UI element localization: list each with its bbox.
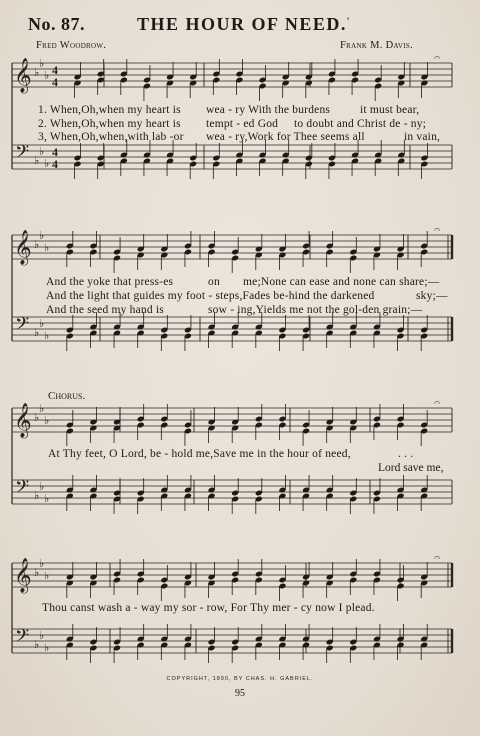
- flat-icon: ♭: [39, 558, 45, 570]
- lyric-seg: 3, When,Oh,when,with lab -or: [38, 131, 184, 143]
- hymn-title: THE HOUR OF NEED.: [137, 14, 347, 34]
- time-signature: 4: [52, 63, 58, 77]
- lyric-seg: And the yoke that press-es: [46, 276, 174, 288]
- flat-icon: ♭: [44, 70, 50, 82]
- lyricist-credit: Fred Woodrow.: [36, 40, 107, 51]
- lyric-seg: sky;—: [416, 290, 448, 302]
- flat-icon: ♭: [39, 230, 45, 242]
- flat-icon: ♭: [34, 239, 40, 251]
- flat-icon: ♭: [39, 481, 45, 493]
- flat-icon: ♭: [34, 490, 40, 502]
- chorus-label: Chorus.: [48, 390, 86, 402]
- flat-icon: ♭: [44, 158, 50, 170]
- lyric-seg: to doubt and Christ de - ny;: [294, 118, 427, 130]
- hymn-number: No. 87.: [28, 14, 85, 34]
- fermata-icon: 𝄐: [434, 555, 441, 564]
- flat-icon: ♭: [34, 327, 40, 339]
- bass-clef-icon: 𝄢: [15, 477, 30, 502]
- composer-credit: Frank M. Davis.: [340, 40, 414, 51]
- flat-icon: ♭: [44, 642, 50, 654]
- lyric-seg: on: [208, 276, 220, 288]
- flat-icon: ♭: [39, 630, 45, 642]
- treble-clef-icon: 𝄞: [14, 230, 32, 265]
- flat-icon: ♭: [34, 412, 40, 424]
- lyric-seg: me;None can ease and none can share;—: [243, 276, 440, 288]
- lyric-seg: wea - ry,Work for Thee seems all: [206, 131, 365, 143]
- treble-staff: [12, 235, 452, 259]
- flat-icon: ♭: [34, 155, 40, 167]
- lyric-seg: 2. When,Oh,when my heart is: [38, 118, 181, 130]
- fermata-icon: 𝄐: [434, 55, 441, 64]
- time-signature: 4: [52, 75, 58, 89]
- flat-icon: ♭: [44, 242, 50, 254]
- flat-icon: ♭: [44, 570, 50, 582]
- flat-icon: ♭: [34, 639, 40, 651]
- lyric-seg: sow - ing,Yields me not the gol-den grain;—: [208, 304, 423, 316]
- chorus-alt-words: Lord save me,: [378, 462, 444, 474]
- flat-icon: ♭: [39, 403, 45, 415]
- flat-icon: ♭: [39, 58, 45, 70]
- lyric-seg: wea - ry With the burdens: [206, 104, 331, 116]
- flat-icon: ♭: [39, 146, 45, 158]
- flat-icon: ♭: [34, 67, 40, 79]
- lyric-seg: 1. When,Oh,when my heart is: [38, 104, 181, 116]
- title-mark: ': [347, 14, 350, 28]
- lyric-seg: it must bear,: [360, 104, 420, 116]
- music-system-4: [0, 555, 480, 675]
- flat-icon: ♭: [39, 318, 45, 330]
- lyric-seg: At Thy feet, O Lord, be - hold me,Save me in the hour of need,: [48, 448, 351, 460]
- music-system-3: [0, 400, 480, 520]
- copyright-notice: COPYRIGHT, 1890, BY CHAS. H. GABRIEL.: [166, 676, 314, 682]
- lyric-seg: in vain,: [404, 131, 441, 143]
- lyric-seg: And the seed my hand is: [46, 304, 164, 316]
- flat-icon: ♭: [44, 493, 50, 505]
- treble-clef-icon: 𝄞: [14, 558, 32, 593]
- lyric-seg: Thou canst wash a - way my sor - row, For Thy mer - cy now I plead.: [42, 602, 375, 614]
- lyric-seg: tempt - ed God: [206, 118, 279, 130]
- fermata-icon: 𝄐: [434, 227, 441, 236]
- time-signature: 4: [52, 157, 58, 171]
- bass-clef-icon: 𝄢: [15, 626, 30, 651]
- page-number: 95: [235, 688, 245, 699]
- flat-icon: ♭: [44, 330, 50, 342]
- time-signature: 4: [52, 145, 58, 159]
- lyric-seg: And the light that guides my foot - steps,Fades be-hind the darkened: [46, 290, 375, 302]
- treble-clef-icon: 𝄞: [14, 403, 32, 438]
- bass-clef-icon: 𝄢: [15, 142, 30, 167]
- lyric-ellipsis: . . .: [398, 448, 414, 460]
- flat-icon: ♭: [34, 567, 40, 579]
- fermata-icon: 𝄐: [434, 400, 441, 409]
- treble-clef-icon: 𝄞: [14, 58, 32, 93]
- bass-clef-icon: 𝄢: [15, 314, 30, 339]
- flat-icon: ♭: [44, 415, 50, 427]
